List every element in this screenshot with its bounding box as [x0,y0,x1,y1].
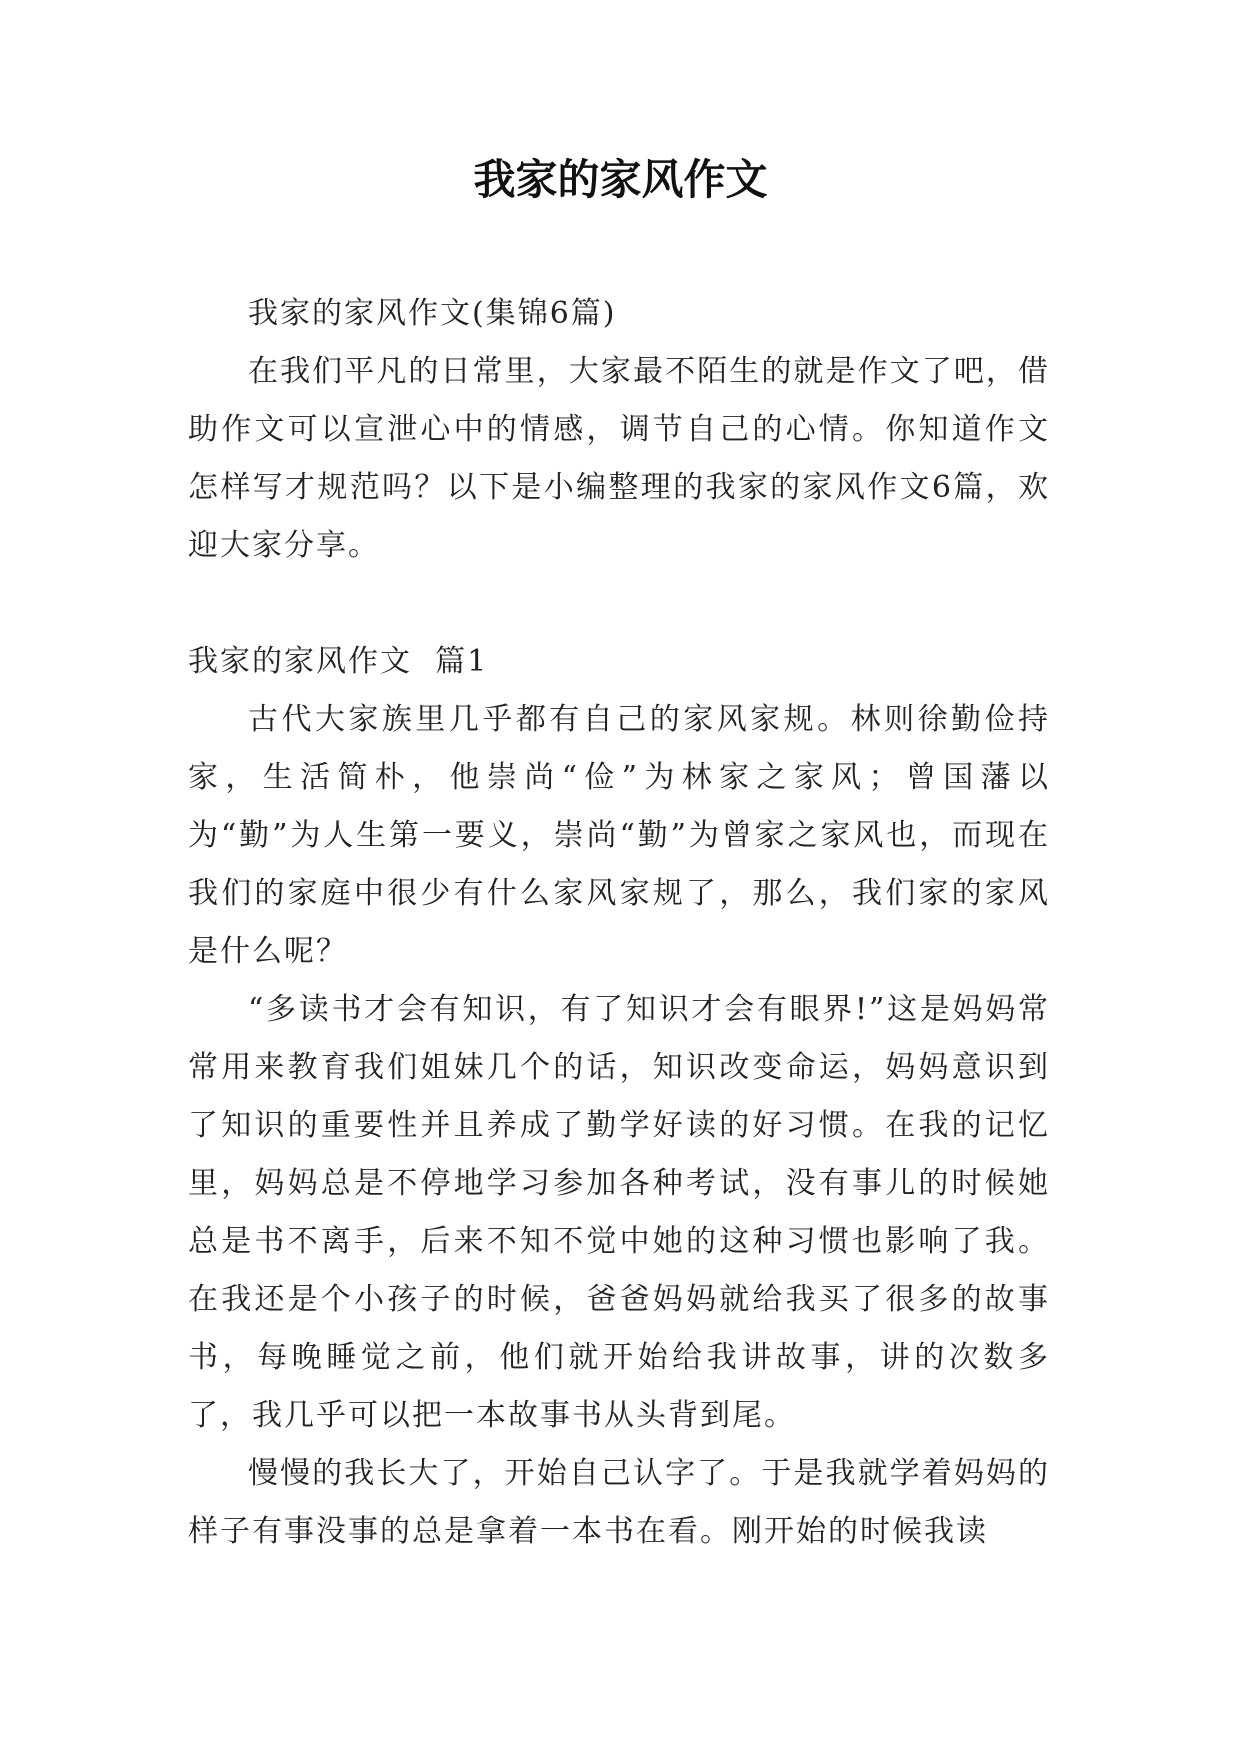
body-paragraph: 慢慢的我长大了，开始自己认字了。于是我就学着妈妈的样子有事没事的总是拿着一本书在看。刚开始的时候我读 [188,1456,1050,1549]
intro-paragraph: 在我们平凡的日常里，大家最不陌生的就是作文了吧，借助作文可以宣泄心中的情感，调节自己的心情。你知道作文怎样写才规范吗？以下是小编整理的我家的家风作文6篇，欢迎大家分享。 [188,354,1050,563]
section-heading: 我家的家风作文 篇1 [188,644,489,679]
document-subtitle: 我家的家风作文(集锦6篇) [248,296,617,331]
section-spacer [188,575,1050,633]
body-paragraph: “多读书才会有知识，有了知识才会有眼界!”这是妈妈常常用来教育我们姐妹几个的话，知识改变命运，妈妈意识到了知识的重要性并且养成了勤学好读的好习惯。在我的记忆里，妈妈总是不停地学习参加各种考试，没有事儿的时候她总是书不离手，后来不知不觉中她的这种习惯也影响了我。在我还是个小孩子的时候，爸爸妈妈就给我买了很多的故事书，每晚睡觉之前，他们就开始给我讲故事，讲的次数多了，我几乎可以把一本故事书从头背到尾。 [188,992,1050,1433]
document-body [188,285,1050,1561]
body-paragraph: 古代大家族里几乎都有自己的家风家规。林则徐勤俭持家，生活简朴，他崇尚“俭”为林家之家风；曾国藩以为“勤”为人生第一要义，崇尚“勤”为曾家之家风也，而现在我们的家庭中很少有什么家风家规了，那么，我们家的家风是什么呢？ [188,702,1050,969]
document-title: 我家的家风作文 [473,155,768,204]
